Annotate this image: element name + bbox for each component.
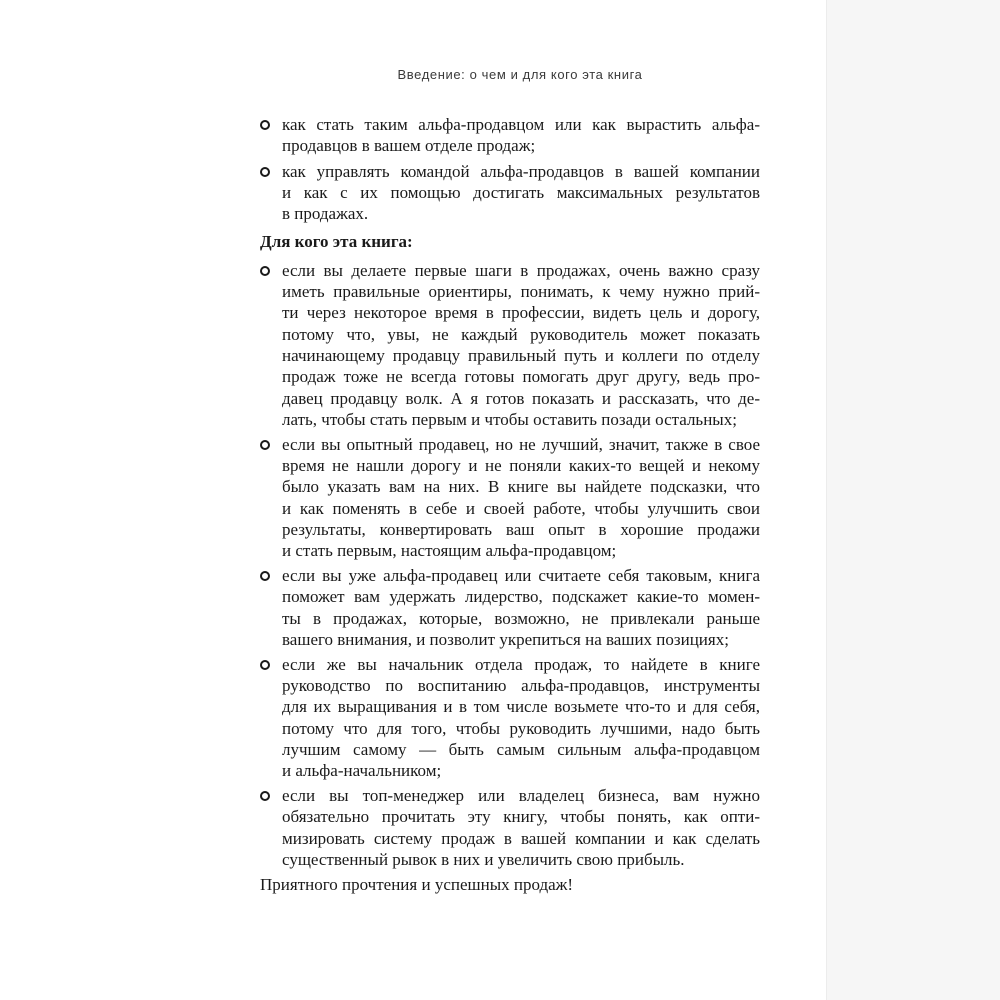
text-line: иметь правильные ориентиры, понимать, к чему нужно прий- [282, 282, 760, 302]
intro-list [260, 114, 760, 224]
text-line: если вы топ-менеджер или владелец бизнеса, вам нужно [282, 785, 760, 805]
text-line: потому что для того, чтобы руководить лучшими, надо быть [282, 718, 760, 738]
section-heading: Для кого эта книга: [260, 232, 413, 252]
text-line: и как с их помощью достигать максимальных результатов [282, 182, 760, 202]
text-line: продаж тоже не всегда готовы помогать друг другу, ведь про- [282, 367, 760, 387]
text-line: если же вы начальник отдела продаж, то найдете в книге [282, 654, 760, 674]
text-line: ти через некоторое время в профессии, видеть цель и дорогу, [282, 303, 760, 323]
text-line: было указать вам на них. В книге вы найдете подсказки, что [282, 477, 760, 497]
circle-outline-icon [260, 266, 270, 276]
text-line: давец продавцу волк. А я готов показать и рассказать, что де- [282, 388, 760, 408]
text-column [260, 114, 760, 895]
list-item [260, 434, 760, 562]
text-line: продавцов в вашем отделе продаж; [282, 136, 536, 156]
closing-line: Приятного прочтения и успешных продаж! [260, 874, 574, 894]
circle-outline-icon [260, 440, 270, 450]
text-line: ты в продажах, которые, возможно, не привлекали раньше [282, 608, 760, 628]
text-line: если вы опытный продавец, но не лучший, значит, также в свое [282, 434, 760, 454]
circle-outline-icon [260, 120, 270, 130]
list-item [260, 654, 760, 782]
text-line: как стать таким альфа-продавцом или как вырастить альфа- [282, 115, 760, 134]
text-line: для их выращивания и в том числе возьмете что-то и для себя, [282, 697, 760, 717]
text-line: потому что, увы, не каждый руководитель может показать [282, 324, 760, 344]
circle-outline-icon [260, 167, 270, 177]
text-line: в продажах. [282, 204, 369, 224]
list-item [260, 161, 760, 225]
text-line: поможет вам удержать лидерство, подскажет какие-то момен- [282, 587, 760, 607]
text-line: время не нашли дорогу и не поняли каких-то вещей и некому [282, 455, 760, 475]
list-item [260, 260, 760, 430]
text-line: и стать первым, настоящим альфа-продавцом; [282, 541, 617, 561]
text-line: начинающему продавцу правильный путь и коллеги по отделу [282, 345, 760, 365]
circle-outline-icon [260, 791, 270, 801]
list-item [260, 565, 760, 650]
text-line: вашего внимания, и позволит укрепиться на ваших позициях; [282, 629, 729, 649]
text-line: если вы уже альфа-продавец или считаете себя таковым, книга [282, 565, 760, 585]
text-line: как управлять командой альфа-продавцов в вашей компании [282, 161, 760, 181]
circle-outline-icon [260, 660, 270, 670]
running-title: Введение: о чем и для кого эта книга [397, 67, 643, 82]
text-line: результаты, конвертировать ваш опыт в хорошие продажи [282, 519, 760, 539]
text-line: обязательно прочитать эту книгу, чтобы понять, как опти- [282, 807, 760, 827]
page-edge [826, 0, 1000, 1000]
audience-list [260, 260, 760, 870]
text-line: и как поменять в себе и своей работе, чтобы улучшить свои [282, 498, 760, 518]
list-item [260, 785, 760, 870]
list-item [260, 114, 760, 157]
text-line: лать, чтобы стать первым и чтобы оставить позади остальных; [282, 409, 737, 429]
text-line: руководство по воспитанию альфа-продавцов, инструменты [282, 675, 760, 695]
text-line: лучшим самому — быть самым сильным альфа-продавцом [282, 739, 760, 759]
text-line: мизировать систему продаж в вашей компании и как сделать [282, 828, 760, 848]
circle-outline-icon [260, 571, 270, 581]
text-line: если вы делаете первые шаги в продажах, очень важно сразу [282, 260, 760, 280]
text-line: существенный рывок в них и увеличить свою прибыль. [282, 849, 685, 869]
text-line: и альфа-начальником; [282, 761, 442, 781]
